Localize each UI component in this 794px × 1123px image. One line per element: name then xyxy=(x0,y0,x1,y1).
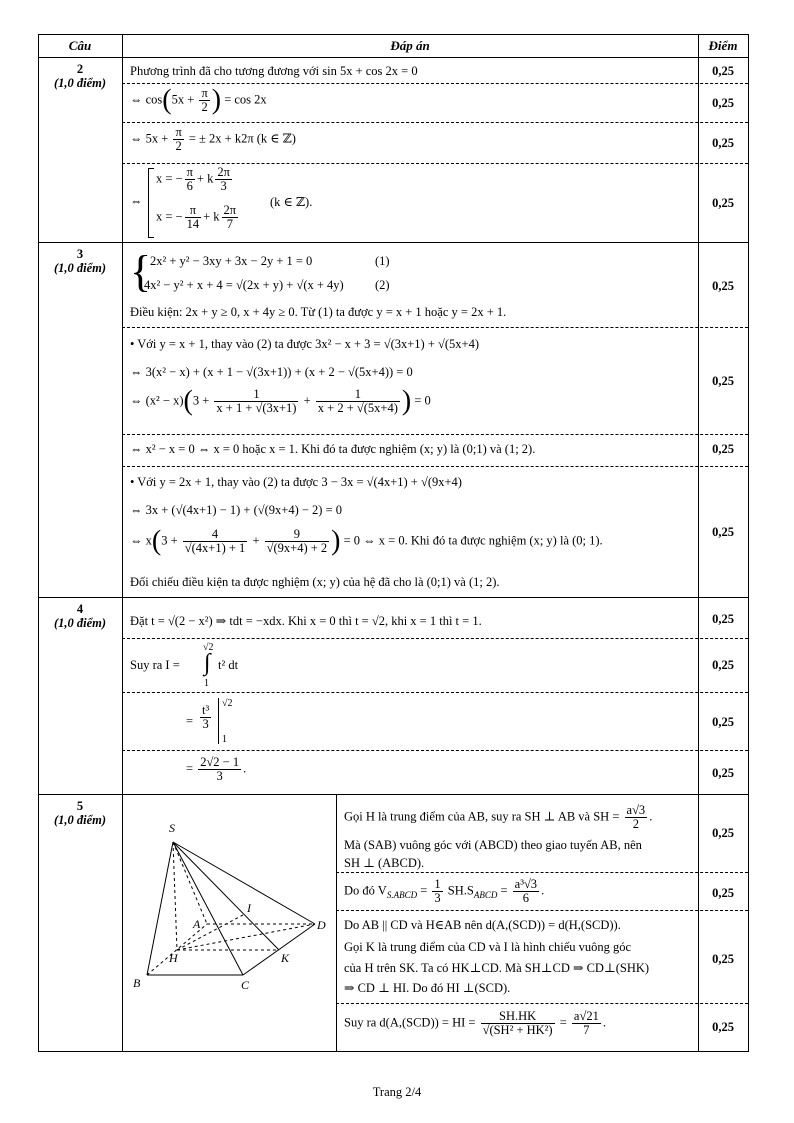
q4-line-1: Đặt t = √(2 − x²) ⇒ tdt = −xdx. Khi x = 0 thì t = √2, khi x = 1 thì t = 1. xyxy=(130,614,482,628)
q3-case1-d: ⇔ x² − x = 0 ⇔ x = 0 hoặc x = 1. Khi đó ta được nghiệm (x; y) là (0;1) và (1; 2). xyxy=(130,442,536,456)
question-5-label: 5 (1,0 điểm) xyxy=(53,799,107,827)
q3-case2-c: ⇔ x(3 + $\frac{4}{√(4x+1) + 1}$ + $\frac{9}{√(9x+4) + 2}$ ) = 0 ⇔ x = 0. Khi đó ta được nghiệm (x; y) là (0; 1). xyxy=(130,525,603,557)
q5-p8: ⇒ CD ⊥ HI. Do đó HI ⊥(SCD). xyxy=(344,981,511,995)
point-value: 0,25 xyxy=(712,525,734,539)
q5-p3: SH ⊥ (ABCD). xyxy=(344,856,425,870)
page-footer: Trang 2/4 xyxy=(372,1085,422,1099)
point-value: 0,25 xyxy=(712,952,734,966)
point-value: 0,25 xyxy=(712,612,734,626)
q4-line-4: = $\frac{2√2 - 1}{3}$ . xyxy=(186,755,247,783)
point-value: 0,25 xyxy=(712,96,734,110)
q5-p5: Do AB || CD và H∈AB nên d(A,(SCD)) = d(H,(SCD)). xyxy=(344,918,621,932)
q5-p1: Gọi H là trung điểm của AB, suy ra SH ⊥ AB và SH = $\frac{a√3}{2}$ . xyxy=(344,803,653,831)
q3-case1-c: ⇔ (x² − x)(3 + $\frac{1}{x + 1 + √(3x+1)}$ + $\frac{1}{x + 2 + √(5x+4)}$ ) = 0 xyxy=(130,385,431,417)
header-points: Điểm xyxy=(708,38,738,53)
q2-line-2: ⇔ cos(5x + $\frac{\pi}{2}$ ) = cos 2x xyxy=(130,84,267,116)
point-value: 0,25 xyxy=(712,196,734,210)
pyramid-figure xyxy=(125,800,335,1000)
point-value: 0,25 xyxy=(712,715,734,729)
q3-case1-a: • Với y = x + 1, thay vào (2) ta được 3x² − x + 3 = √(3x+1) + √(5x+4) xyxy=(130,337,479,351)
label-I: I xyxy=(247,901,251,915)
q5-p7: của H trên SK. Ta có HK⊥CD. Mà SH⊥CD ⇒ CD⊥(SHK) xyxy=(344,961,650,975)
point-value: 0,25 xyxy=(712,136,734,150)
q5-p4: Do đó $V_{S.ABCD}$ = $\frac{1}{3}$ $SH.S_{ABCD}$ = $\frac{\text{a³√3}}{6}$ . xyxy=(344,877,545,905)
q5-p6: Gọi K là trung điểm của CD và I là hình chiếu vuông góc xyxy=(344,940,632,954)
segment-HI xyxy=(177,915,243,950)
question-3-label: 3 (1,0 điểm) xyxy=(53,247,107,275)
label-S: S xyxy=(169,821,175,835)
point-value: 0,25 xyxy=(712,658,734,672)
point-value: 0,25 xyxy=(712,374,734,388)
q5-p9: Suy ra d(A,(SCD)) = HI = $\frac{SH.HK}{\text{√(SH² + HK²)}}$ = $\frac{a√21}{7}$ . xyxy=(344,1009,606,1037)
point-value: 0,25 xyxy=(712,886,734,900)
label-C: C xyxy=(241,978,250,992)
point-value: 0,25 xyxy=(712,766,734,780)
point-value: 0,25 xyxy=(712,64,734,78)
label-B: B xyxy=(133,976,141,990)
label-D: D xyxy=(317,918,326,932)
edge-SA xyxy=(173,842,207,924)
segment-SH xyxy=(173,842,177,950)
q3-case1-b: ⇔ 3(x² − x) + (x + 1 − √(3x+1)) + (x + 2 − √(5x+4)) = 0 xyxy=(130,365,413,379)
q2-line-3: ⇔ 5x + $\frac{\pi}{2}$ = ± 2x + k2π (k ∈ ℤ) xyxy=(130,125,296,153)
q2-line-1: Phương trình đã cho tương đương với sin 5x + cos 2x = 0 xyxy=(130,64,418,78)
q5-p2: Mà (SAB) vuông góc với (ABCD) theo giao tuyến AB, nên xyxy=(344,838,642,852)
segment-SK xyxy=(173,842,279,950)
question-2-label: 2 (1,0 điểm) xyxy=(53,62,107,90)
point-value: 0,25 xyxy=(712,1020,734,1034)
q3-condition: Điều kiện: 2x + y ≥ 0, x + 4y ≥ 0. Từ (1) ta được y = x + 1 hoặc y = 2x + 1. xyxy=(130,305,507,319)
q3-case2-b: ⇔ 3x + (√(4x+1) − 1) + (√(9x+4) − 2) = 0 xyxy=(130,503,342,517)
label-K: K xyxy=(281,951,290,965)
q3-case2-a: • Với y = 2x + 1, thay vào (2) ta được 3 − 3x = √(4x+1) + √(9x+4) xyxy=(130,475,462,489)
label-H: H xyxy=(169,951,178,965)
question-4-label: 4 (1,0 điểm) xyxy=(53,602,107,630)
point-value: 0,25 xyxy=(712,279,734,293)
point-value: 0,25 xyxy=(712,442,734,456)
q3-conclusion: Đối chiếu điều kiện ta được nghiệm (x; y) của hệ đã cho là (0;1) và (1; 2). xyxy=(130,575,500,589)
header-question: Câu xyxy=(68,38,92,53)
header-answer: Đáp án xyxy=(390,38,430,53)
label-A: A xyxy=(193,917,201,931)
point-value: 0,25 xyxy=(712,826,734,840)
